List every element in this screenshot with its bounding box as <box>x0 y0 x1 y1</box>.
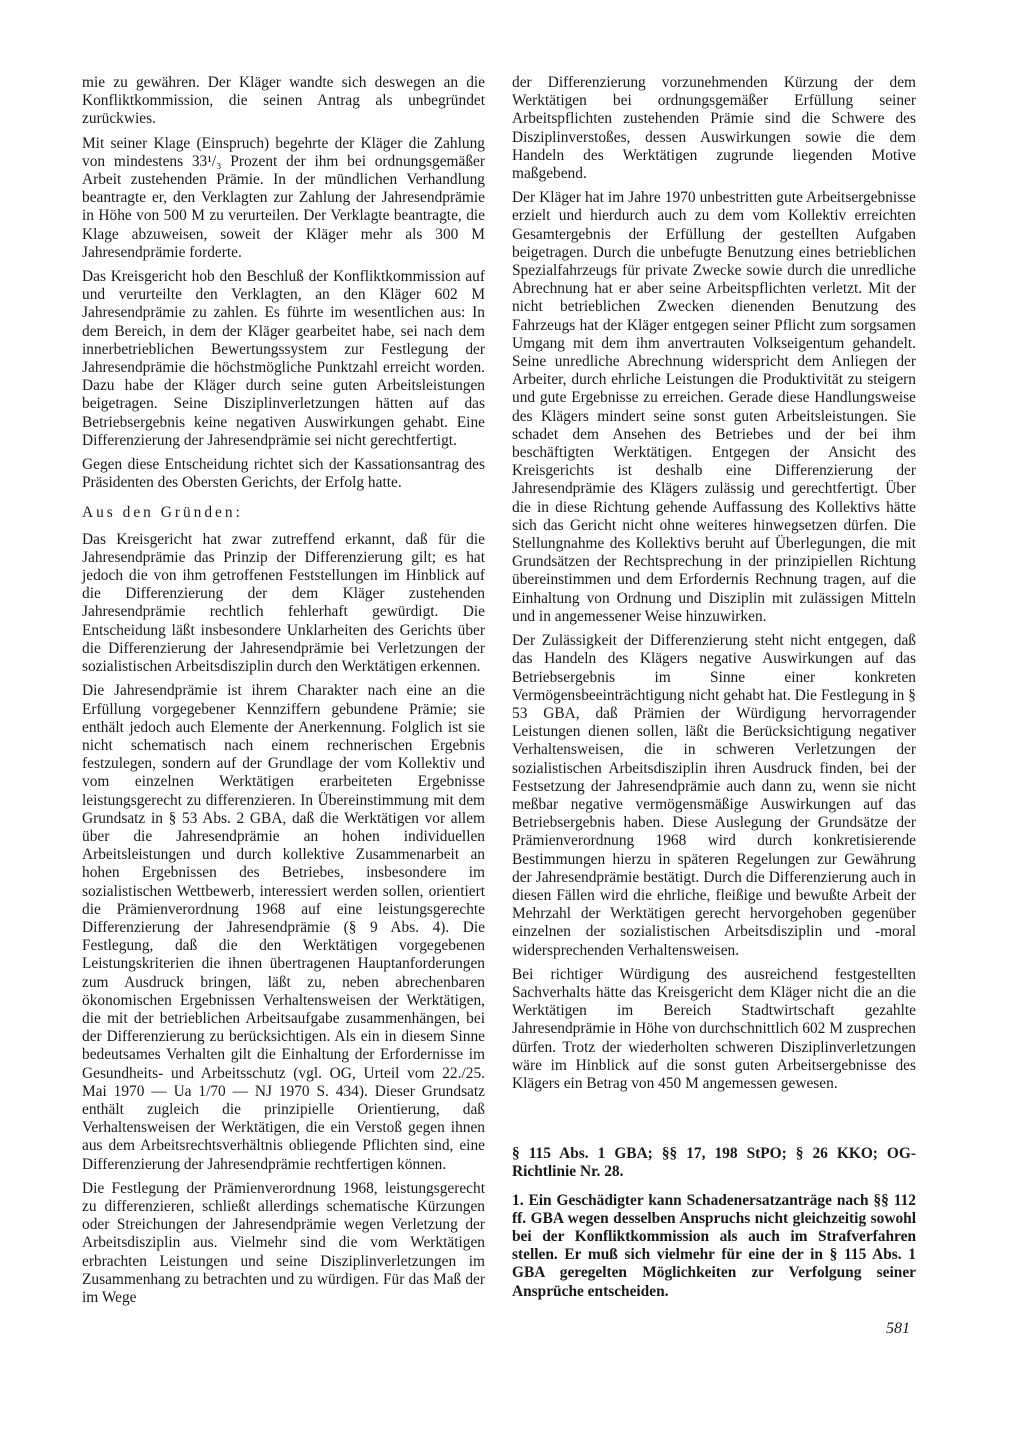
paragraph: Der Zulässigkeit der Differenzierung steht nicht entgegen, daß das Handeln des Klägers negative Auswirkungen auf das Betriebsergebnis im Sinne einer konkreten Vermögensbeeinträchtigung nicht gehabt hat. Die Festlegung in § 53 GBA, daß Prämien der Würdigung hervorragender Leistungen dienen sollen, läßt die Berücksichtigung negativer Verhaltensweisen, die in schweren Verletzungen der sozialistischen Arbeitsdisziplin ihren Ausdruck finden, bei der Festsetzung der Jahresendprämie auch dann zu, wenn sie nicht meßbar negative vermögensmäßige Auswirkungen auf das Betriebsergebnis haben. Diese Auslegung der Grundsätze der Prämienverordnung 1968 wird durch konkretisierende Bestimmungen hierzu in späteren Regelungen zur Gewährung der Jahresendprämie bestätigt. Durch die Differenzierung auch in diesen Fällen wird die ehrliche, fleißige und bewußte Arbeit der Mehrzahl der Werktätigen gerecht hervorgehoben gegenüber einzelnen der sozialistischen Arbeitsdisziplin und -moral widersprechenden Verhaltensweisen. <box>512 632 916 959</box>
paragraph: Bei richtiger Würdigung des ausreichend festgestellten Sachverhalts hätte das Kreisgericht dem Kläger nicht die an die Werktätigen im Bereich Stadtwirtschaft gezahlte Jahresendprämie in Höhe von durchschnittlich 602 M zusprechen dürfen. Trotz der wiederholten schweren Disziplinverletzungen wäre im Hinblick auf die sonst guten Arbeitsergebnisse des Klägers ein Betrag von 450 M angemessen gewesen. <box>512 965 916 1092</box>
paragraph: Das Kreisgericht hat zwar zutreffend erkannt, daß für die Jahresendprämie das Prinzip der Differenzierung gilt; es hat jedoch die von ihm getroffenen Feststellungen im Hinblick auf die Differenzierung der dem Kläger zustehenden Jahresendprämie rechtlich fehlerhaft gewürdigt. Die Entscheidung läßt insbesondere Unklarheiten des Gerichts über die Differenzierung der Jahresendprämie bei Verletzungen der sozialistischen Arbeitsdisziplin durch den Werktätigen erkennen. <box>82 530 485 676</box>
headnote: 1. Ein Geschädigter kann Schadenersatzanträge nach §§ 112 ff. GBA wegen desselben Anspruchs nicht gleichzeitig sowohl bei der Konfliktkommission als auch im Strafverfahren stellen. Er muß sich vielmehr für eine der in § 115 Abs. 1 GBA geregelten Möglichkeiten zur Verfolgung seiner Ansprüche entscheiden. <box>512 1191 916 1300</box>
paragraph: Das Kreisgericht hob den Beschluß der Konfliktkommission auf und verurteilte den Verklagten, an den Kläger 602 M Jahresendprämie zu zahlen. Es führte im wesentlichen aus: In dem Bereich, in dem der Kläger gearbeitet habe, sei nach dem innerbetrieblichen Bewertungssystem zur Festlegung der Jahresendprämie die höchstmögliche Punktzahl erreicht worden. Dazu habe der Kläger durch seine guten Arbeitsleistungen beigetragen. Seine Disziplinverletzungen hätten auf das Betriebsergebnis keine negativen Auswirkungen gehabt. Eine Differenzierung der Jahresendprämie sei nicht gerechtfertigt. <box>82 268 485 449</box>
paragraph: Der Kläger hat im Jahre 1970 unbestritten gute Arbeitsergebnisse erzielt und hierdurch auch zu dem vom Kollektiv erreichten Gesamtergebnis der Erfüllung der gestellten Aufgaben beigetragen. Durch die unbefugte Benutzung eines betrieblichen Spezialfahrzeugs für private Zwecke sowie durch die unredliche Abrechnung hat er aber seine Arbeitspflichten verletzt. Mit der nicht betrieblichen Zwecken dienenden Benutzung des Fahrzeugs hat der Kläger entgegen seiner Pflicht zum sorgsamen Umgang mit dem ihm anvertrauten Volkseigentum gehandelt. Seine unredliche Abrechnung widerspricht dem Anliegen der Arbeiter, durch ehrliche Leistungen die Produktivität zu steigern und gute Ergebnisse zu erreichen. Gerade diese Handlungsweise des Klägers mindert seine sonst guten Arbeitsleistungen. Sie schadet dem Ansehen des Betriebes und der bei ihm beschäftigten Werktätigen. Entgegen der Ansicht des Kreisgerichts ist deshalb eine Differenzierung der Jahresendprämie des Klägers zulässig und gerechtfertigt. Über die in diese Richtung gehende Auffassung des Kollektivs hätte sich das Gericht nicht ohne weiteres hinwegsetzen dürfen. Die Stellungnahme des Kollektivs beruht auf Überlegungen, die mit Grundsätzen der Rechtsprechung in der prinzipiellen Richtung übereinstimmen und dem Erfordernis Rechnung tragen, auf die Einhaltung von Ordnung und Disziplin mit zulässigen Mitteln und in angemessener Weise hinzuwirken. <box>512 189 916 625</box>
left-column <box>82 74 485 1313</box>
paragraph: Die Festlegung der Prämienverordnung 1968, leistungsgerecht zu differenzieren, schließt allerdings schematische Kürzungen oder Streichungen der Jahresendprämie wegen Verletzung der Arbeitsdisziplin aus. Vielmehr sind die vom Werktätigen erbrachten Leistungen und seine Disziplinverletzungen im Zusammenhang zu betrachten und zu würdigen. Für das Maß der im Wege <box>82 1179 485 1306</box>
section-heading: Aus den Gründen: <box>82 504 243 522</box>
paragraph: der Differenzierung vorzunehmenden Kürzung der dem Werktätigen bei ordnungsgemäßer Erfüllung seiner Arbeitspflichten zustehenden Prämie sind die Schwere des Disziplinverstoßes, dessen Auswirkungen sowie die dem Handeln des Werktätigen zugrunde liegenden Motive maßgebend. <box>512 74 916 183</box>
law-reference-heading: § 115 Abs. 1 GBA; §§ 17, 198 StPO; § 26 KKO; OG-Richtlinie Nr. 28. <box>512 1145 916 1181</box>
right-column <box>512 74 916 1301</box>
paragraph: Die Jahresendprämie ist ihrem Charakter nach eine an die Erfüllung vorgegebener Kennziffern gebundene Prämie; sie enthält jedoch auch Elemente der Anerkennung. Folglich ist sie nicht schematisch nach einem rechnerischen Ergebnis festzulegen, sondern auf der Grundlage der vom Kollektiv und vom einzelnen Werktätigen erarbeiteten Ergebnisse leistungsgerecht zu differenzieren. In Übereinstimmung mit dem Grundsatz in § 53 Abs. 2 GBA, daß die Werktätigen vor allem über die Jahresendprämie an hohen individuellen Arbeitsleistungen und durch kollektive Zusammenarbeit an hohen Ergebnissen des Betriebes, insbesondere im sozialistischen Wettbewerb, interessiert werden sollen, orientiert die Prämienverordnung 1968 auf eine leistungsgerechte Differenzierung der Jahresendprämie (§ 9 Abs. 4). Die Festlegung, daß die den Werktätigen vorgegebenen Leistungskriterien die ihnen übertragenen Hauptanforderungen zum Ausdruck bringen, läßt zu, neben abrechenbaren ökonomischen Ergebnissen Verhaltensweisen der Werktätigen, die mit der betrieblichen Arbeitsaufgabe zusammenhängen, bei der Differenzierung zu berücksichtigen. Als ein in diesem Sinne bedeutsames Verhalten gilt die Einhaltung der Erfordernisse im Gesundheits- und Arbeitsschutz (vgl. OG, Urteil vom 22./25. Mai 1970 — Ua 1/70 — NJ 1970 S. 434). Dieser Grundsatz enthält zugleich die prinzipielle Orientierung, daß Verhaltensweisen der Werktätigen, die ein Verstoß gegen ihnen aus dem Arbeitsrechtsverhältnis obliegende Pflichten sind, eine Differenzierung der Jahresendprämie rechtfertigen können. <box>82 682 485 1173</box>
paragraph: mie zu gewähren. Der Kläger wandte sich deswegen an die Konfliktkommission, die seinen Antrag als unbegründet zurückwies. <box>82 74 485 128</box>
page-number: 581 <box>886 1320 910 1337</box>
paragraph: Gegen diese Entscheidung richtet sich der Kassationsantrag des Präsidenten des Obersten Gerichts, der Erfolg hatte. <box>82 456 485 492</box>
paragraph: Mit seiner Klage (Einspruch) begehrte der Kläger die Zahlung von mindestens 33¹/₃ Prozent der ihm bei ordnungsgemäßer Arbeit zustehenden Prämie. In der mündlichen Verhandlung beantragte er, den Verklagten zur Zahlung der Jahresendprämie in Höhe von 500 M zu verurteilen. Der Verklagte beantragte, die Klage abzuweisen, soweit der Kläger mehr als 300 M Jahresendprämie forderte. <box>82 134 485 261</box>
